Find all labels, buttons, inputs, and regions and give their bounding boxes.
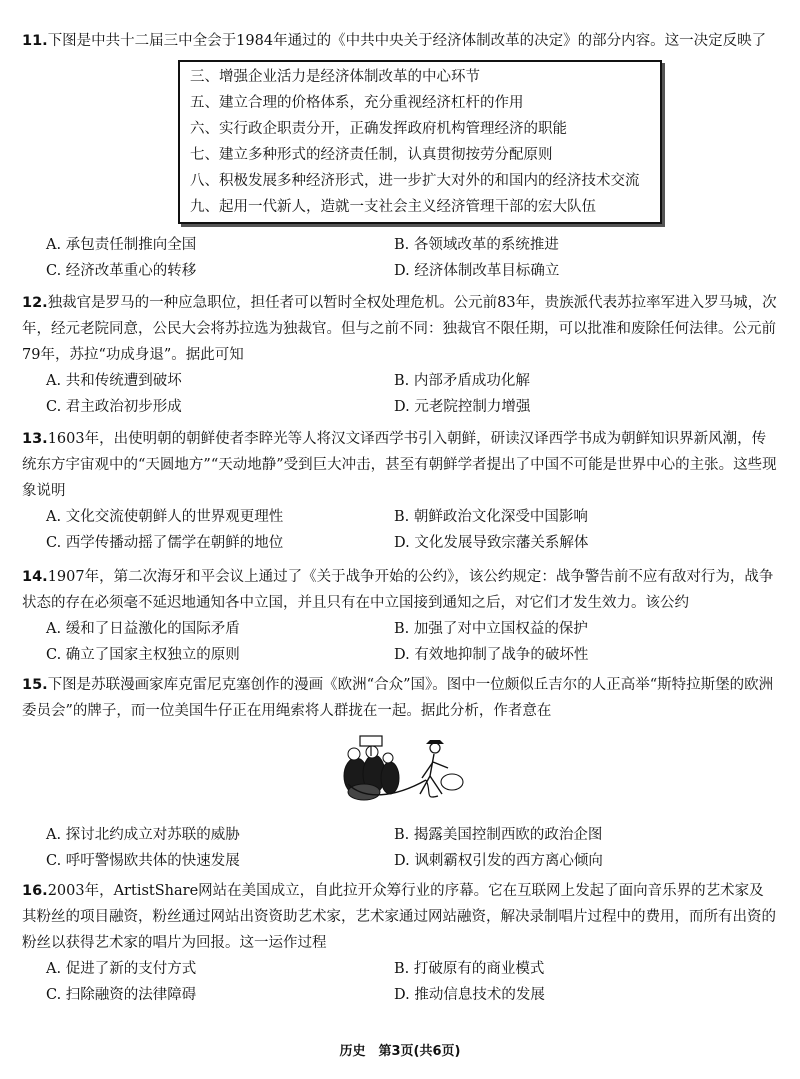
question-15-options <box>22 822 778 874</box>
option-a: A. 探讨北约成立对苏联的威胁 <box>46 827 240 843</box>
question-number: 14. <box>22 569 48 585</box>
question-14 <box>22 564 778 668</box>
option-c: C. 呼吁警惕欧共体的快速发展 <box>46 853 240 869</box>
option-a: A. 共和传统遭到破坏 <box>46 373 182 389</box>
option-a: A. 文化交流使朝鲜人的世界观更理性 <box>46 509 284 525</box>
question-13-stem: 13.1603年，出使明朝的朝鲜使者李睟光等人将汉文译西学书引入朝鲜，研读汉译西学书成为朝鲜知识界新风潮，传统东方宇宙观中的“天圆地方”“天动地静”受到巨大冲击，甚至有朝鲜学者提出了中国不可能是世界中心的主张。这些现象说明 <box>22 431 777 499</box>
excerpt-line: 八、积极发展多种经济形式，进一步扩大对外的和国内的经济技术交流 <box>190 173 640 189</box>
question-14-stem: 14.1907年，第二次海牙和平会议上通过了《关于战争开始的公约》，该公约规定：战争警告前不应有敌对行为，战争状态的存在必须毫不延迟地通知各中立国，并且只有在中立国接到通知之后，对它们才发生效力。该公约 <box>22 569 774 611</box>
option-d: D. 推动信息技术的发展 <box>394 987 545 1003</box>
option-d: D. 元老院控制力增强 <box>394 399 531 415</box>
question-number: 12. <box>22 295 48 311</box>
option-c: C. 西学传播动摇了儒学在朝鲜的地位 <box>46 535 284 551</box>
option-a: A. 促进了新的支付方式 <box>46 961 197 977</box>
question-15-stem: 15.下图是苏联漫画家库克雷尼克塞创作的漫画《欧洲“合众”国》。图中一位颇似丘吉尔的人正高举“斯特拉斯堡的欧洲委员会”的牌子，而一位美国牛仔正在用绳索将人群拢在一起。据此分析，作者意在 <box>22 677 774 719</box>
option-b: B. 朝鲜政治文化深受中国影响 <box>394 509 588 525</box>
question-number: 13. <box>22 431 48 447</box>
question-12 <box>22 290 778 420</box>
question-number: 16. <box>22 883 48 899</box>
excerpt-line: 六、实行政企职责分开，正确发挥政府机构管理经济的职能 <box>190 121 567 137</box>
option-a: A. 承包责任制推向全国 <box>46 237 197 253</box>
excerpt-line: 五、建立合理的价格体系，充分重视经济杠杆的作用 <box>190 95 524 111</box>
page-footer: 历史 第3页(共6页) <box>339 1044 461 1059</box>
question-16 <box>22 878 778 1008</box>
question-11-stem: 11.下图是中共十二届三中全会于1984年通过的《中共中央关于经济体制改革的决定》的部分内容。这一决定反映了 <box>22 33 767 49</box>
option-b: B. 各领域改革的系统推进 <box>394 237 559 253</box>
question-11-options <box>22 232 778 284</box>
option-c: C. 君主政治初步形成 <box>46 399 182 415</box>
option-c: C. 扫除融资的法律障碍 <box>46 987 197 1003</box>
decision-excerpt-box <box>178 60 662 224</box>
option-d: D. 经济体制改革目标确立 <box>394 263 560 279</box>
question-13 <box>22 426 778 556</box>
option-a: A. 缓和了日益激化的国际矛盾 <box>46 621 240 637</box>
question-15 <box>22 672 778 724</box>
political-cartoon-image <box>334 734 469 804</box>
option-b: B. 打破原有的商业模式 <box>394 961 545 977</box>
question-number: 15. <box>22 677 48 693</box>
option-d: D. 文化发展导致宗藩关系解体 <box>394 535 589 551</box>
question-number: 11. <box>22 33 48 49</box>
excerpt-line: 九、起用一代新人，造就一支社会主义经济管理干部的宏大队伍 <box>190 199 596 215</box>
option-c: C. 确立了国家主权独立的原则 <box>46 647 240 663</box>
option-d: D. 有效地抑制了战争的破坏性 <box>394 647 589 663</box>
question-16-stem: 16.2003年，ArtistShare网站在美国成立，自此拉开众筹行业的序幕。它在互联网上发起了面向音乐界的艺术家及其粉丝的项目融资，粉丝通过网站出资资助艺术家，艺术家通过网站融资，解决录制唱片过程中的费用，而所有出资的粉丝以获得艺术家的唱片为回报。这一运作过程 <box>22 883 776 951</box>
option-b: B. 内部矛盾成功化解 <box>394 373 530 389</box>
excerpt-line: 三、增强企业活力是经济体制改革的中心环节 <box>190 69 480 85</box>
option-c: C. 经济改革重心的转移 <box>46 263 197 279</box>
option-b: B. 加强了对中立国权益的保护 <box>394 621 588 637</box>
excerpt-line: 七、建立多种形式的经济责任制，认真贯彻按劳分配原则 <box>190 147 553 163</box>
option-b: B. 揭露美国控制西欧的政治企图 <box>394 827 603 843</box>
question-12-stem: 12.独裁官是罗马的一种应急职位，担任者可以暂时全权处理危机。公元前83年，贵族派代表苏拉率军进入罗马城，次年，经元老院同意，公民大会将苏拉选为独裁官。但与之前不同：独裁官不限任期，可以批准和废除任何法律。公元前79年，苏拉“功成身退”。据此可知 <box>22 295 777 363</box>
option-d: D. 讽刺霸权引发的西方离心倾向 <box>394 853 603 869</box>
question-11 <box>22 28 778 54</box>
